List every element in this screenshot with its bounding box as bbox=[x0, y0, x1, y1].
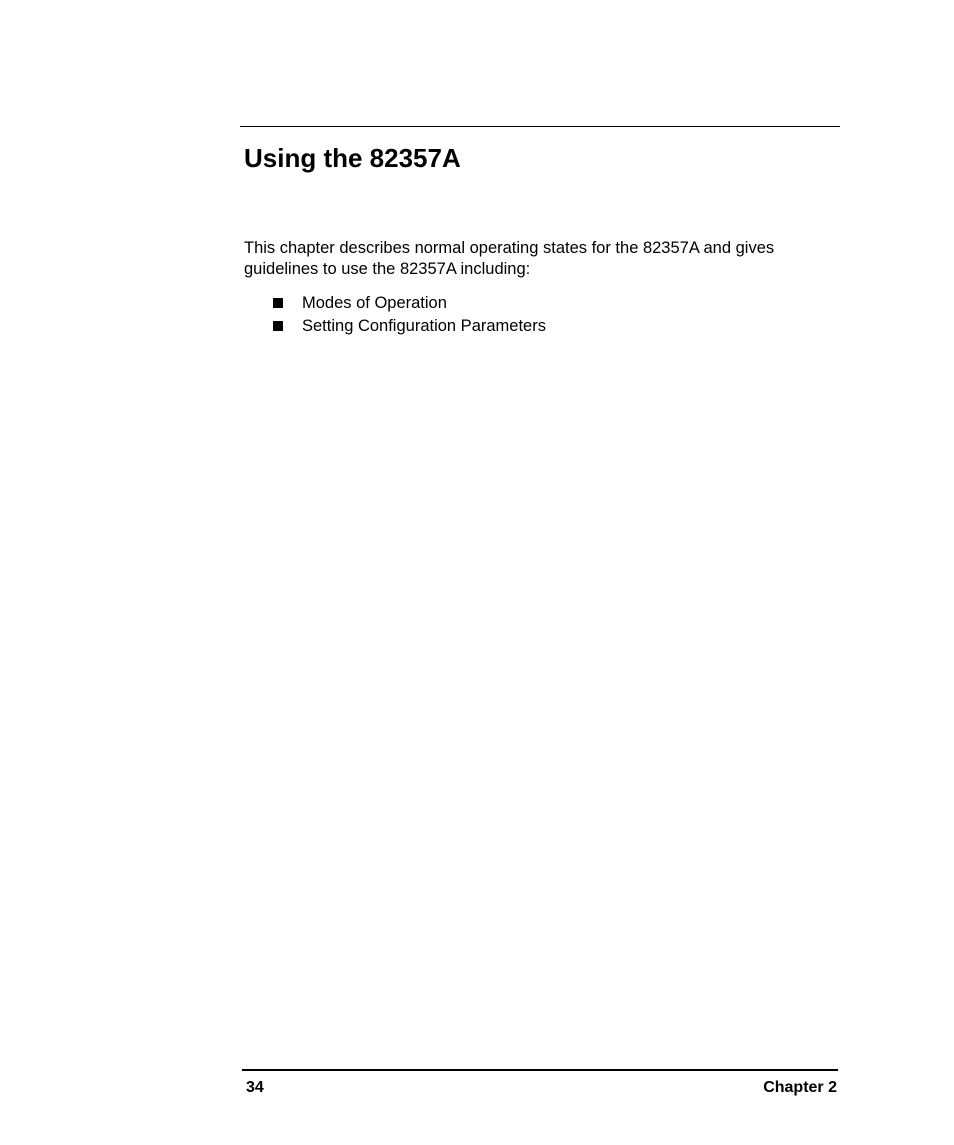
filled-square-icon bbox=[273, 298, 283, 308]
intro-paragraph: This chapter describes normal operating states for the 82357A and gives guidelines to use the 82357A including: bbox=[244, 239, 775, 278]
bullet-text-modes-of-operation: Modes of Operation bbox=[302, 294, 447, 312]
footer-rule bbox=[242, 1069, 838, 1071]
filled-square-icon bbox=[273, 321, 283, 331]
footer-page-number: 34 bbox=[246, 1079, 264, 1096]
page-title: Using the 82357A bbox=[244, 143, 461, 173]
footer-chapter-label: Chapter 2 bbox=[763, 1079, 837, 1096]
bullet-text-setting-configuration-parameters: Setting Configuration Parameters bbox=[302, 317, 546, 335]
header-rule bbox=[240, 126, 840, 127]
